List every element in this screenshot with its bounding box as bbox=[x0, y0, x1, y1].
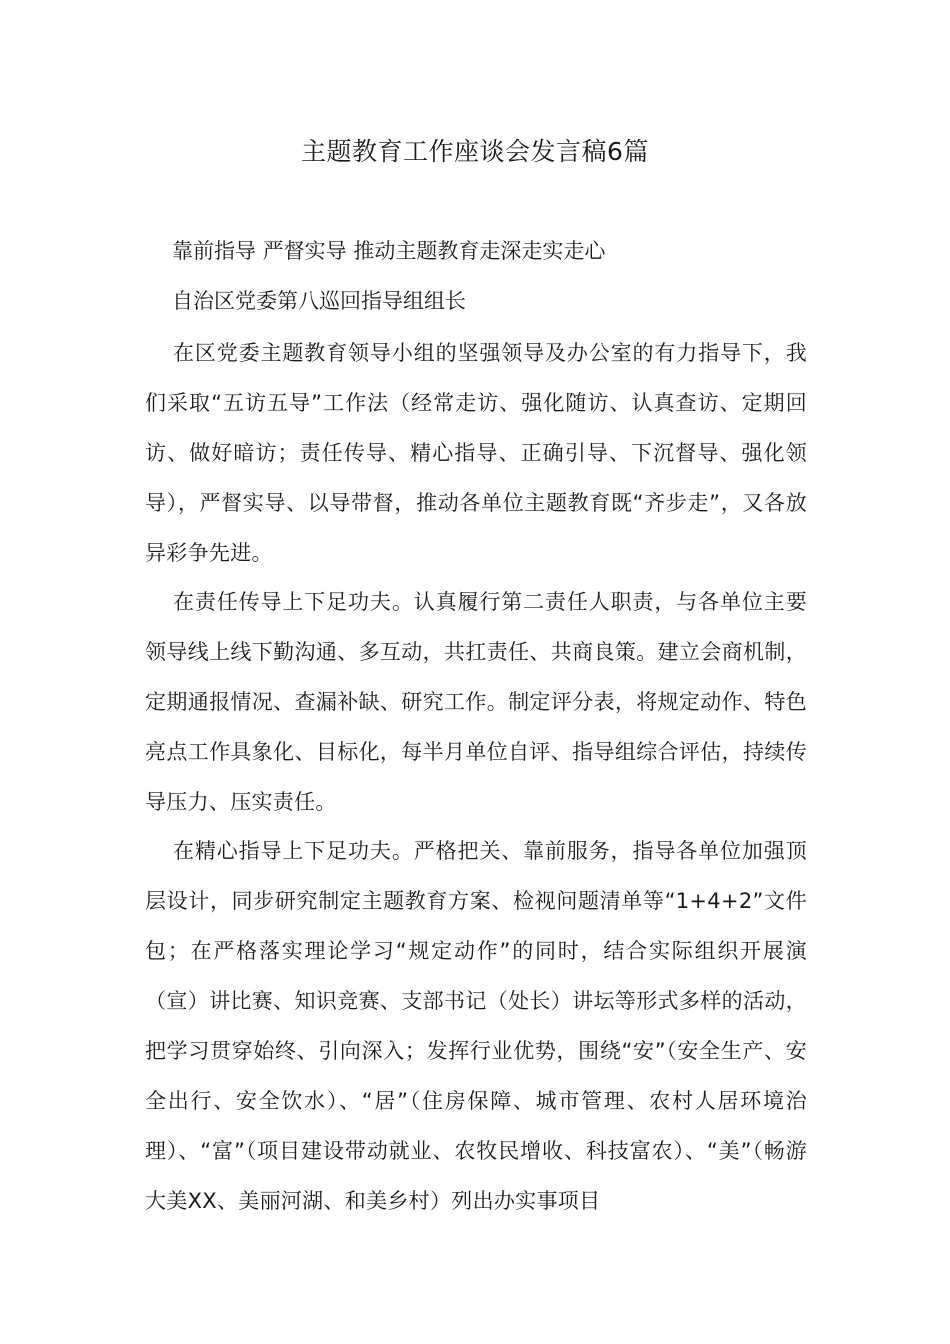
paragraph-guidance: 在精心指导上下足功夫。严格把关、靠前服务，指导各单位加强顶层设计，同步研究制定主题教育方案、检视问题清单等“1+4+2”文件包；在严格落实理论学习“规定动作”的同时，结合实际组织开展演（宣）讲比赛、知识竞赛、支部书记（处长）讲坛等形式多样的活动，把学习贯穿始终、引向深入；发挥行业优势，围绕“安”（安全生产、安全出行、安全饮水）、“居”（住房保障、城市管理、农村人居环境治理）、“富”（项目建设带动就业、农牧民增收、科技富农）、“美”（畅游大美XX、美丽河湖、和美乡村）列出办实事项目 bbox=[145, 839, 807, 1213]
paragraph-responsibility: 在责任传导上下足功夫。认真履行第二责任人职责，与各单位主要领导线上线下勤沟通、多互动，共扛责任、共商良策。建立会商机制，定期通报情况、查漏补缺、研究工作。制定评分表，将规定动作、特色亮点工作具象化、目标化，每半月单位自评、指导组综合评估，持续传导压力、压实责任。 bbox=[145, 590, 807, 814]
speech-subtitle: 靠前指导 严督实导 推动主题教育走深走实走心 bbox=[172, 239, 606, 263]
author-line: 自治区党委第八巡回指导组组长 bbox=[172, 289, 466, 313]
document-title: 主题教育工作座谈会发言稿6篇 bbox=[301, 137, 649, 166]
paragraph-intro: 在区党委主题教育领导小组的坚强领导及办公室的有力指导下，我们采取“五访五导”工作法（经常走访、强化随访、认真查访、定期回访、做好暗访；责任传导、精心指导、正确引导、下沉督导、强化领导），严督实导、以导带督，推动各单位主题教育既“齐步走”，又各放异彩争先进。 bbox=[145, 341, 807, 565]
